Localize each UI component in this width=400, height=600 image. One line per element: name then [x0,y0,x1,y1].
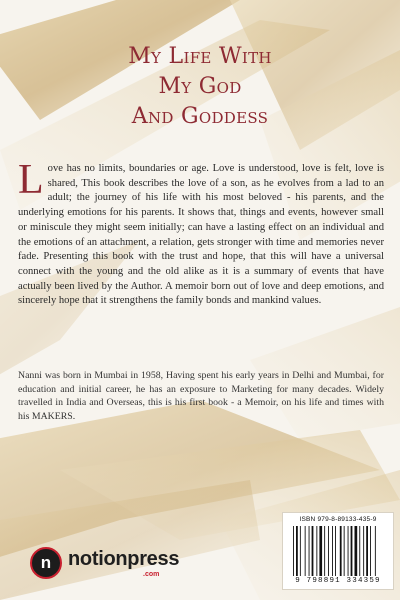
author-bio: Nanni was born in Mumbai in 1958, Having spent his early years in Delhi and Mumbai, for education and initial career, he has an exposure to Marketing for many decades. Widely travelled in India and Overseas, this is his first book - a Memoir, on his life and times with his MAKERS. [18,370,384,422]
title-line-3: And Goddess [131,104,269,129]
book-title [0,42,400,132]
blurb-text: ove has no limits, boundaries or age. Love is understood, love is felt, love is shared, This book describes the love of a son, as he evolves from a lad to an adult; the journey of his life with his most beloved - his parents, and the underlying emotions for his parents. It shows that, things and events, however small or miniscule they might seem initially; can have a lasting effect on an individual and the emotions of an attachment, a relation, gets stronger with time and memories never fade. Presenting this book with the trust and hope, that this will have a universal connect with the young and the old alike as it is a summary of events that have actually been lived by the Author. A memoir born out of love and deep emotions, and sincerely hope that it strengthens the family bonds and mankind values. [18,163,384,307]
book-blurb [18,157,384,309]
publisher-name: notionpress [68,548,180,570]
publisher-logo [30,545,180,581]
barcode-bars [291,526,385,576]
isbn-label: ISBN 979-8-89133-435-9 [299,516,377,523]
title-line-1: My Life With [128,44,272,69]
isbn-barcode [282,512,394,590]
publisher-domain-suffix: .com [143,571,160,578]
title-line-2: My God [158,74,242,99]
publisher-mark-icon: n [30,547,62,579]
barcode-digits: 9 798891 334359 [295,577,381,585]
drop-cap: L [18,157,44,203]
